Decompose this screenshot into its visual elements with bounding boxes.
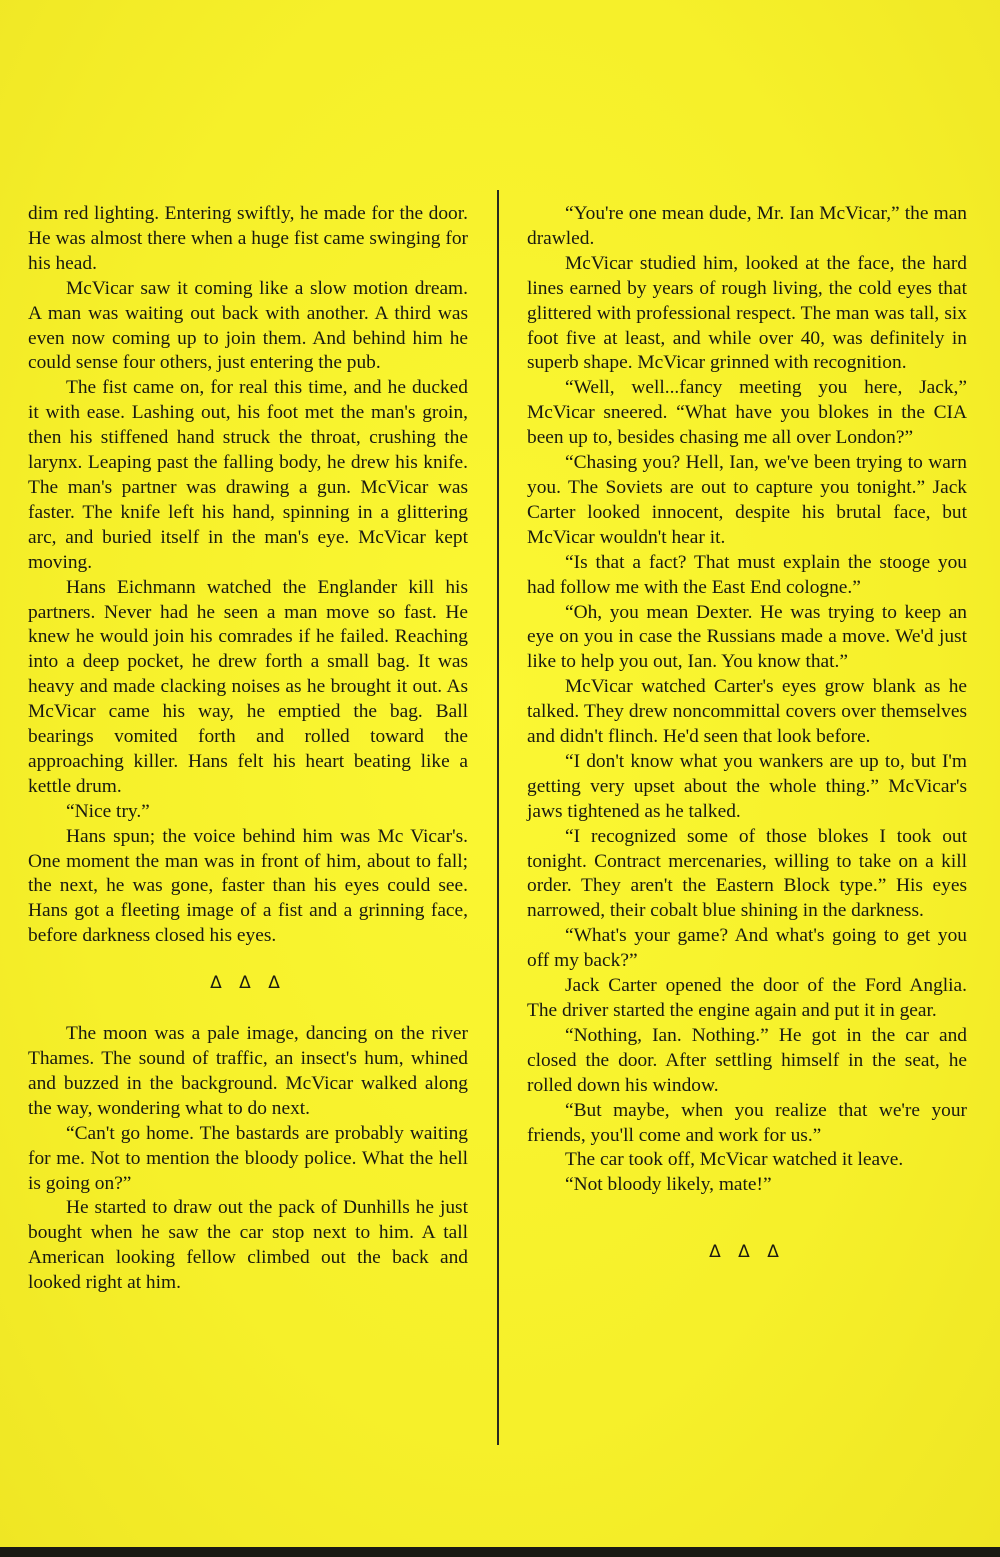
paragraph: “Nothing, Ian. Nothing.” He got in the car and closed the door. After settling himself in the seat, he rolled down his window. [527,1024,967,1096]
paragraph: The car took off, McVicar watched it leave. [565,1149,904,1171]
left-column [28,202,468,1296]
paragraph: “What's your game? And what's going to get you off my back?” [527,925,967,972]
paragraph: Hans spun; the voice behind him was Mc Vicar's. One moment the man was in front of him, about to fall; the next, he was gone, faster than his eyes could see. Hans got a fleeting image of a fist and a grinning face, before darkness closed his eyes. [28,825,468,947]
page-bottom-edge [0,1547,1000,1557]
paragraph: “I don't know what you wankers are up to, but I'm getting very upset about the whole thing.” McVicar's jaws tightened as he talked. [527,750,967,822]
paragraph: “Can't go home. The bastards are probably waiting for me. Not to mention the bloody police. What the hell is going on?” [28,1122,468,1194]
paragraph: “Chasing you? Hell, Ian, we've been trying to warn you. The Soviets are out to capture you tonight.” Jack Carter looked innocent, despite his brutal face, but McVicar wouldn't hear it. [527,452,967,548]
paragraph: “You're one mean dude, Mr. Ian McVicar,” the man drawled. [527,203,967,249]
paragraph: “Not bloody likely, mate!” [565,1174,772,1196]
paragraph: The moon was a pale image, dancing on the river Thames. The sound of traffic, an insect's hum, whined and buzzed in the background. McVicar walked along the way, wondering what to do next. [28,1023,468,1119]
paragraph: McVicar studied him, looked at the face, the hard lines earned by years of rough living, the cold eyes that glittered with professional respect. The man was tall, six foot five at least, and while over 40, was definitely in superb shape. McVicar grinned with recognition. [527,252,967,374]
column-divider [497,190,499,1445]
paragraph: Hans Eichmann watched the Englander kill his partners. Never had he seen a man move so fast. He knew he would join his comrades if he failed. Reaching into a deep pocket, he drew forth a small bag. It was heavy and made clacking noises as he brought it out. As McVicar came his way, he emptied the bag. Ball bearings vomited forth and rolled toward the approaching killer. Hans felt his heart beating like a kettle drum. [28,576,468,797]
paragraph: He started to draw out the pack of Dunhills he just bought when he saw the car stop next to him. A tall American looking fellow climbed out the back and looked right at him. [28,1197,468,1294]
right-column [527,202,967,1265]
paragraph: “Well, well...fancy meeting you here, Jack,” McVicar sneered. “What have you blokes in the CIA been up to, besides chasing me all over London?” [527,377,967,449]
section-separator: Δ Δ Δ [210,973,286,994]
paragraph: “Nice try.” [66,800,150,822]
section-separator: Δ Δ Δ [709,1242,785,1263]
paragraph: “Oh, you mean Dexter. He was trying to keep an eye on you in case the Russians made a move. We'd just like to help you out, Ian. You know that.” [527,601,967,673]
paragraph: “But maybe, when you realize that we're your friends, you'll come and work for us.” [527,1099,967,1146]
paragraph: “I recognized some of those blokes I took out tonight. Contract mercenaries, willing to take on a kill order. They aren't the Eastern Block type.” His eyes narrowed, their cobalt blue shining in the darkness. [527,825,967,922]
paragraph: McVicar watched Carter's eyes grow blank as he talked. They drew noncommittal covers over themselves and didn't flinch. He'd seen that look before. [527,676,967,748]
paragraph: McVicar saw it coming like a slow motion dream. A man was waiting out back with another. A third was even now coming up to join them. And behind him he could sense four others, just entering the pub. [28,277,468,374]
paragraph: The fist came on, for real this time, and he ducked it with ease. Lashing out, his foot met the man's groin, then his stiffened hand struck the throat, crushing the larynx. Leaping past the falling body, he drew his knife. The man's partner was drawing a gun. McVicar was faster. The knife left his hand, spinning in a glittering arc, and buried itself in the man's eye. McVicar kept moving. [28,377,468,573]
paragraph: “Is that a fact? That must explain the stooge you had follow me with the East End cologne.” [527,551,967,598]
paragraph: Jack Carter opened the door of the Ford Anglia. The driver started the engine again and put it in gear. [527,975,967,1021]
paragraph: dim red lighting. Entering swiftly, he made for the door. He was almost there when a huge fist came swinging for his head. [28,203,468,274]
